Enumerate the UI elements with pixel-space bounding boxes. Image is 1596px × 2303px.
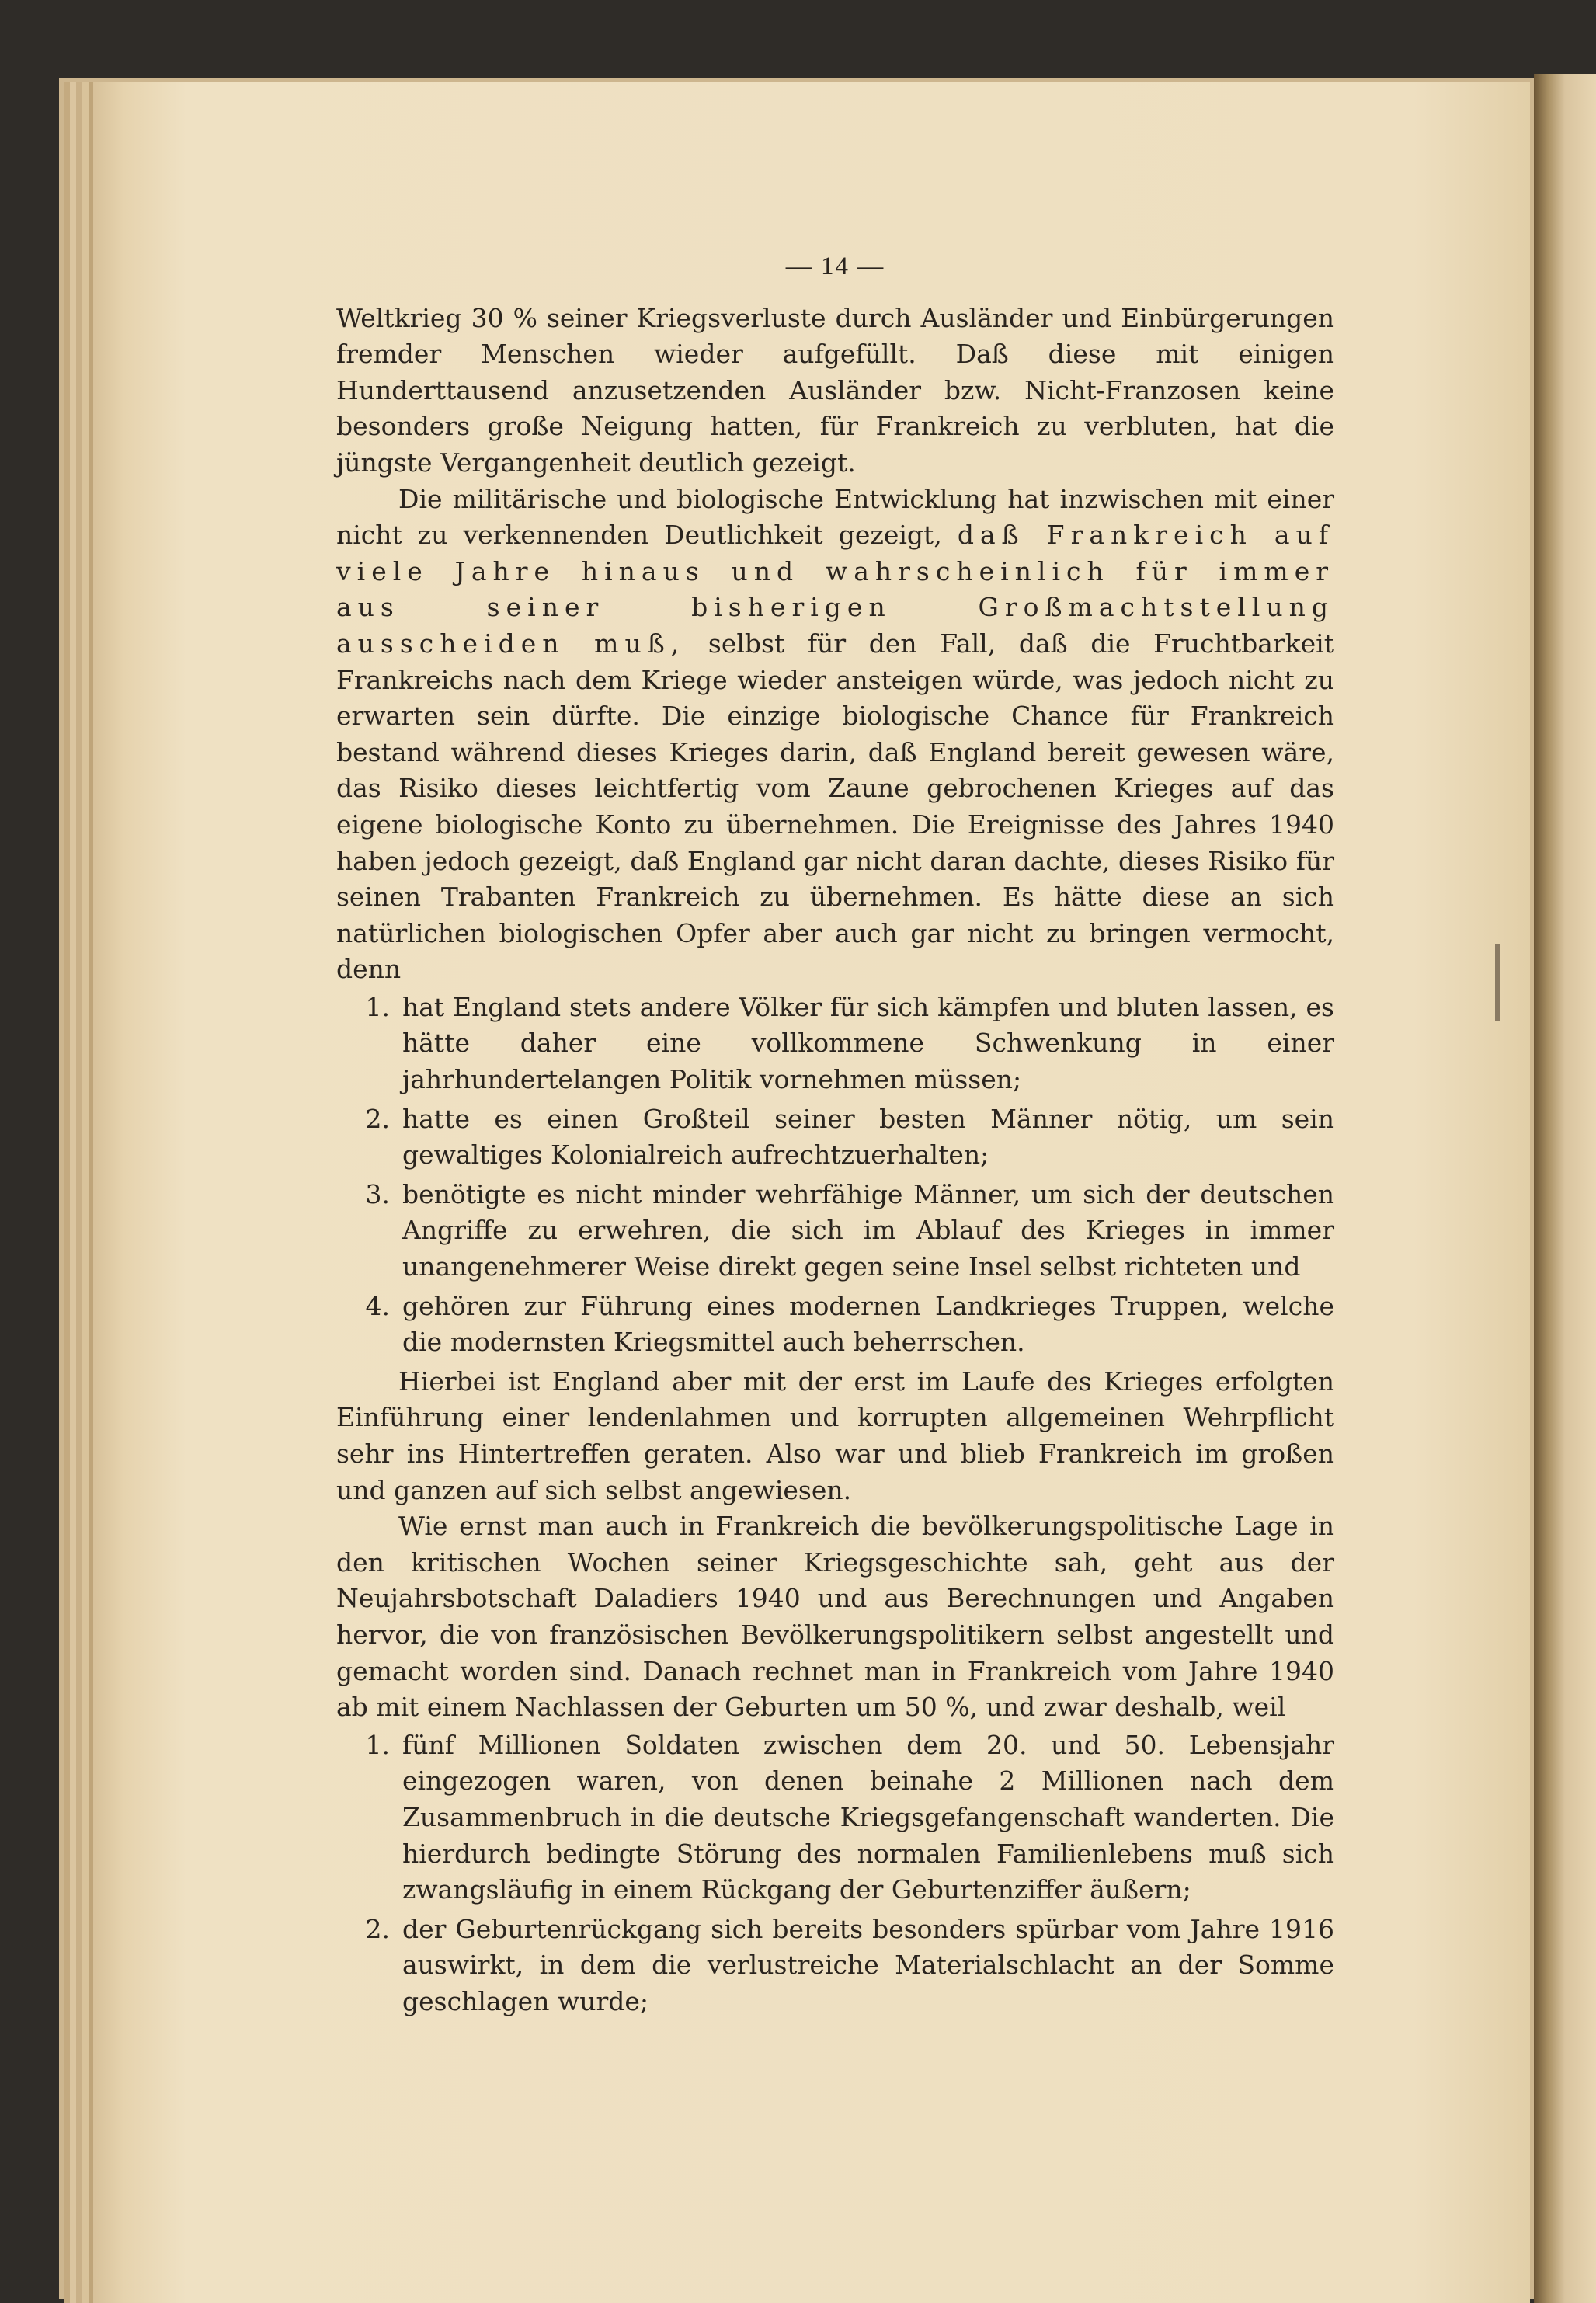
list-item-text: gehören zur Führung eines modernen Landkrieges Truppen, welche die modernsten Kriegsmittel auch beherrschen. (402, 1290, 1334, 1358)
paragraph-3: Hierbei ist England aber mit der erst im Laufe des Krieges erfolgten Einführung einer lendenlahmen und korrupten allgemeinen Wehrpflicht sehr ins Hintertreffen geraten. Also war und blieb Frankreich im großen und ganzen auf sich selbst angewiesen. (336, 1365, 1334, 1505)
list-2 (336, 1727, 1334, 2020)
paragraph-2-before: Die militärische und biologische Entwicklung hat inzwischen mit einer nicht zu verkennenden Deutlichkeit gezeigt, (336, 483, 1334, 551)
paragraph-2-after: selbst für den Fall, daß die Fruchtbarkeit Frankreichs nach dem Kriege wieder ansteigen würde, was jedoch nicht zu erwarten sein dürfte. Die einzige biologische Chance für Frankreich bestand während dieses Krieges darin, daß England bereit gewesen wäre, das Risiko dieses leichtfertig vom Zaune gebrochenen Krieges auf das eigene biologische Konto zu übernehmen. Die Ereignisse des Jahres 1940 haben jedoch gezeigt, daß England gar nicht daran dachte, dieses Risiko für seinen Trabanten Frankreich zu übernehmen. Es hätte diese an sich natürlichen biologischen Opfer aber auch gar nicht zu bringen vermocht, denn (336, 628, 1335, 985)
list-item (336, 990, 1334, 1098)
list-item-number: 3. (365, 1178, 390, 1209)
page-text (336, 249, 1334, 2023)
list-item-text: hatte es einen Großteil seiner besten Männer nötig, um sein gewaltiges Kolonialreich aufrechtzuerhalten; (402, 1103, 1334, 1171)
facing-page-edge (1534, 74, 1596, 2303)
list-item-number: 1. (365, 1729, 390, 1760)
list-item-text: fünf Millionen Soldaten zwischen dem 20. und 50. Lebensjahr eingezogen waren, von denen beinahe 2 Millionen nach dem Zusammenbruch in die deutsche Kriegsgefangenschaft wanderten. Die hierdurch bedingte Störung des normalen Familienlebens muß sich zwangsläufig in einem Rückgang der Geburtenziffer äußern; (402, 1729, 1334, 1905)
list-item (336, 1912, 1334, 2020)
list-item-text: benötigte es nicht minder wehrfähige Männer, um sich der deutschen Angriffe zu erwehren, die sich im Ablauf des Krieges in immer unangenehmerer Weise direkt gegen seine Insel selbst richteten und (402, 1178, 1334, 1282)
list-item-number: 2. (365, 1913, 390, 1944)
paragraph-2-emphasis: daß Frankreich auf viele Jahre hinaus und wahrscheinlich für immer aus seiner bisherigen Großmachtstellung ausscheiden muß, (336, 520, 1335, 659)
list-item (336, 1289, 1334, 1361)
list-item-text: der Geburtenrückgang sich bereits besonders spürbar vom Jahre 1916 auswirkt, in dem die verlustreiche Materialschlacht an der Somme geschlagen wurde; (402, 1913, 1334, 2016)
margin-mark (1495, 944, 1500, 1021)
paragraph-2 (336, 482, 1334, 988)
page-number: — 14 — (785, 252, 885, 280)
paragraph-1: Weltkrieg 30 % seiner Kriegsverluste durch Ausländer und Einbürgerungen fremder Menschen wieder aufgefüllt. Daß diese mit einigen Hunderttausend anzusetzenden Ausländer bzw. Nicht-Franzosen keine besonders große Neigung hatten, für Frankreich zu verbluten, hat die jüngste Vergangenheit deutlich gezeigt. (336, 302, 1334, 478)
list-1 (336, 990, 1334, 1361)
list-item-number: 1. (365, 991, 390, 1022)
list-item (336, 1727, 1334, 1908)
list-item-text: hat England stets andere Völker für sich kämpfen und bluten lassen, es hätte daher eine vollkommene Schwenkung in einer jahrhundertelangen Politik vornehmen müssen; (402, 991, 1334, 1095)
list-item-number: 4. (365, 1290, 390, 1321)
list-item-number: 2. (365, 1103, 390, 1134)
list-item (336, 1101, 1334, 1174)
paragraph-4: Wie ernst man auch in Frankreich die bevölkerungspolitische Lage in den kritischen Wochen seiner Kriegsgeschichte sah, geht aus der Neujahrsbotschaft Daladiers 1940 und aus Berechnungen und Angaben hervor, die von französischen Bevölkerungspolitikern selbst angestellt und gemacht worden sind. Danach rechnet man in Frankreich vom Jahre 1940 ab mit einem Nachlassen der Geburten um 50 %, und zwar deshalb, weil (336, 1511, 1334, 1723)
list-item (336, 1177, 1334, 1285)
